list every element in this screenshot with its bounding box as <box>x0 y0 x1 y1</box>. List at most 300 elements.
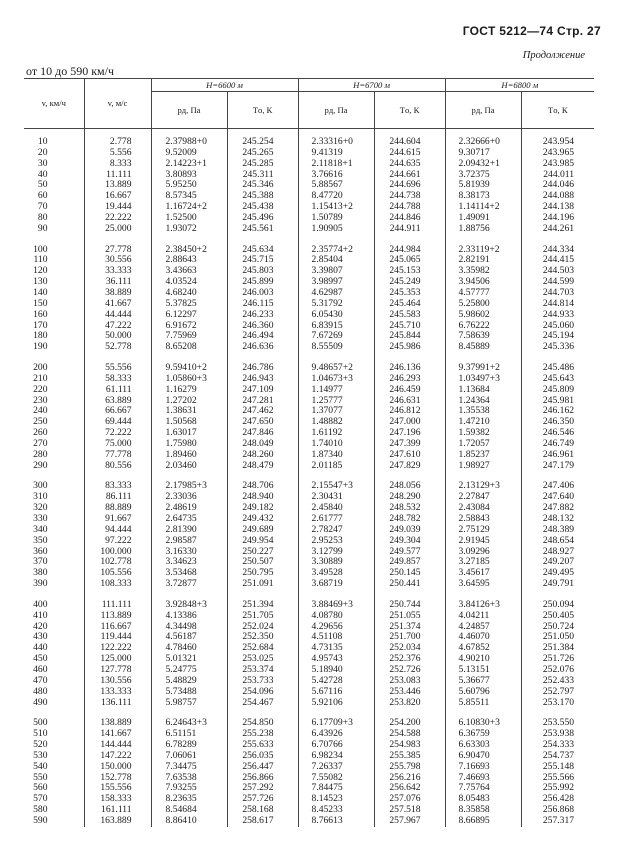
table-value: 450 <box>33 653 48 665</box>
table-value: 252.433 <box>542 674 575 686</box>
table-value: 1.37077 <box>311 405 343 417</box>
table-value: 410 <box>33 609 48 621</box>
table-value: 1.16724+2 <box>165 201 207 213</box>
table-value: 158.333 <box>100 793 132 805</box>
table-value: 570 <box>33 793 48 805</box>
table-value: 3.64595 <box>458 578 490 590</box>
table-value: 8.14523 <box>311 793 343 805</box>
speed-kmh-cell <box>24 708 84 826</box>
pressure-2-cell <box>298 353 374 471</box>
table-value: 122.222 <box>100 642 132 654</box>
table-value: 249.039 <box>389 523 421 535</box>
table-value: 3.76616 <box>311 168 343 180</box>
table-value: 4.78460 <box>165 642 197 654</box>
table-value: 246.943 <box>242 372 274 384</box>
table-value: 247.846 <box>242 427 274 439</box>
table-value: 2.43084 <box>458 502 490 514</box>
table-value: 6.17709+3 <box>311 717 353 729</box>
table-value: 3.16330 <box>165 545 197 557</box>
table-value: 249.689 <box>242 523 274 535</box>
table-value: 7.84475 <box>311 782 343 794</box>
table-value: 9.48657+2 <box>311 362 353 374</box>
table-value: 36.111 <box>105 276 132 288</box>
table-value: 460 <box>33 663 48 675</box>
table-value: 3.80893 <box>165 168 197 180</box>
table-value: 249.495 <box>542 567 575 579</box>
table-value: 1.89460 <box>165 448 197 460</box>
table-value: 100.000 <box>100 545 132 557</box>
table-value: 200 <box>33 362 48 374</box>
table-value: 125.000 <box>100 653 132 665</box>
table-value: 4.95743 <box>311 653 343 665</box>
table-value: 5.73488 <box>165 685 197 697</box>
col-header-temperature: Tо, К <box>521 92 594 129</box>
table-value: 5.85511 <box>458 696 490 708</box>
table-value: 30.556 <box>105 254 132 266</box>
table-value: 7.75764 <box>458 782 490 794</box>
table-value: 230 <box>33 394 48 406</box>
table-value: 2.33316+0 <box>311 136 353 147</box>
table-value: 2.15547+3 <box>311 480 353 492</box>
col-header-altitude-2: H=6700 м <box>298 79 445 92</box>
table-value: 1.16279 <box>165 383 197 395</box>
table-value: 7.16693 <box>458 760 490 772</box>
table-value: 246.961 <box>542 448 575 460</box>
table-value: 256.642 <box>389 782 421 794</box>
table-value: 244.599 <box>542 276 575 288</box>
table-value: 247.179 <box>542 459 575 471</box>
pressure-1-cell <box>151 129 227 235</box>
pressure-2-cell <box>298 708 374 826</box>
table-value: 170 <box>33 319 48 331</box>
table-value: 248.782 <box>389 513 421 524</box>
table-value: 300 <box>33 480 48 492</box>
table-value: 252.076 <box>542 663 575 675</box>
table-value: 246.162 <box>542 405 575 417</box>
table-value: 1.90905 <box>311 222 343 234</box>
table-value: 2.30431 <box>311 491 343 503</box>
table-value: 63.889 <box>105 394 132 406</box>
table-value: 3.84126+3 <box>458 598 500 610</box>
pressure-3-cell <box>445 353 521 471</box>
table-value: 30 <box>37 157 48 169</box>
table-value: 4.04211 <box>458 609 490 621</box>
pressure-1-cell <box>151 353 227 471</box>
table-value: 246.350 <box>542 416 575 428</box>
temperature-2-cell <box>374 353 445 471</box>
table-value: 247.640 <box>542 491 575 503</box>
table-value: 490 <box>33 696 48 708</box>
table-value: 1.74010 <box>311 437 343 449</box>
table-value: 136.111 <box>101 696 132 708</box>
table-value: 44.444 <box>105 308 132 320</box>
speed-ms-cell <box>84 129 151 235</box>
table-value: 244.196 <box>542 211 575 223</box>
table-value: 91.667 <box>105 513 132 524</box>
table-value: 1.05860+3 <box>165 372 207 384</box>
table-value: 1.14114+2 <box>458 201 500 213</box>
table-value: 254.096 <box>242 685 274 697</box>
table-value: 245.643 <box>542 372 575 384</box>
table-value: 250.145 <box>389 567 421 579</box>
table-value: 152.778 <box>100 771 132 783</box>
table-value: 8.333 <box>109 157 132 169</box>
table-value: 246.293 <box>389 372 421 384</box>
table-value: 248.479 <box>242 459 274 471</box>
temperature-3-cell <box>521 471 594 589</box>
table-value: 245.899 <box>242 276 274 288</box>
table-value: 5.42728 <box>311 674 343 686</box>
table-value: 246.636 <box>242 341 274 353</box>
table-value: 141.667 <box>100 728 132 740</box>
table-value: 2.32666+0 <box>458 136 500 147</box>
table-value: 7.67269 <box>311 330 343 342</box>
table-value: 6.78289 <box>165 739 197 751</box>
table-value: 1.38631 <box>165 405 197 417</box>
speed-ms-cell <box>84 708 151 826</box>
table-value: 2.17985+3 <box>165 480 207 492</box>
table-value: 6.83915 <box>311 319 343 331</box>
table-value: 83.333 <box>105 480 132 492</box>
table-value: 590 <box>33 814 48 826</box>
table-value: 2.91945 <box>458 534 490 546</box>
table-value: 245.583 <box>389 308 421 320</box>
table-value: 244.984 <box>389 243 421 255</box>
table-value: 8.54684 <box>165 804 197 816</box>
table-value: 110 <box>33 254 48 266</box>
table-value: 253.733 <box>242 674 274 686</box>
speed-kmh-cell <box>24 235 84 353</box>
table-value: 420 <box>33 620 48 632</box>
table-value: 255.992 <box>542 782 575 794</box>
table-value: 254.983 <box>389 739 421 751</box>
table-value: 360 <box>33 545 48 557</box>
table-value: 58.333 <box>105 372 132 384</box>
temperature-2-cell <box>374 129 445 235</box>
table-value: 1.52500 <box>165 211 197 223</box>
temperature-2-cell <box>374 235 445 353</box>
table-value: 2.09432+1 <box>458 157 500 169</box>
table-value: 1.48882 <box>311 416 343 428</box>
table-value: 2.61777 <box>311 513 343 524</box>
table-value: 8.55509 <box>311 341 343 353</box>
table-value: 150 <box>33 297 48 309</box>
table-value: 1.47210 <box>458 416 490 428</box>
table-value: 1.15413+2 <box>311 201 353 213</box>
table-value: 2.98587 <box>165 534 197 546</box>
table-value: 245.346 <box>242 179 274 191</box>
table-value: 243.985 <box>542 157 575 169</box>
table-value: 540 <box>33 760 48 772</box>
table-value: 4.68240 <box>165 286 197 298</box>
table-value: 256.447 <box>242 760 274 772</box>
table-value: 254.200 <box>389 717 421 729</box>
table-value: 256.035 <box>242 749 274 761</box>
table-value: 5.98602 <box>458 308 490 320</box>
table-value: 246.136 <box>389 362 421 374</box>
table-value: 310 <box>33 491 48 503</box>
table-value: 2.81390 <box>165 523 197 535</box>
table-value: 6.98234 <box>311 749 343 761</box>
table-value: 257.292 <box>242 782 274 794</box>
table-value: 244.814 <box>542 297 575 309</box>
table-value: 100 <box>33 243 48 255</box>
table-value: 249.791 <box>542 578 575 590</box>
table-value: 1.24364 <box>458 394 490 406</box>
table-value: 251.374 <box>389 620 421 632</box>
table-value: 248.056 <box>389 480 421 492</box>
table-value: 90 <box>37 222 48 234</box>
table-value: 5.92106 <box>311 696 343 708</box>
table-value: 245.986 <box>389 341 421 353</box>
table-value: 5.18940 <box>311 663 343 675</box>
table-value: 248.132 <box>542 513 575 524</box>
table-value: 2.95253 <box>311 534 343 546</box>
table-value: 5.81939 <box>458 179 490 191</box>
temperature-2-cell <box>374 590 445 708</box>
table-value: 4.67852 <box>458 642 490 654</box>
table-value: 6.05430 <box>311 308 343 320</box>
range-label: от 10 до 590 км/ч <box>26 64 114 78</box>
table-value: 4.29656 <box>311 620 343 632</box>
table-value: 4.56187 <box>165 631 197 643</box>
table-value: 254.467 <box>242 696 274 708</box>
table-value: 2.64735 <box>165 513 197 524</box>
table-value: 246.360 <box>242 319 274 331</box>
temperature-1-cell <box>227 471 298 589</box>
table-value: 248.654 <box>542 534 575 546</box>
table-value: 244.604 <box>389 136 421 147</box>
table-value: 253.374 <box>242 663 274 675</box>
table-value: 8.57345 <box>165 190 197 202</box>
table-value: 4.57777 <box>458 286 490 298</box>
table-value: 245.486 <box>542 362 575 374</box>
table-value: 256.866 <box>242 771 274 783</box>
table-value: 2.11818+1 <box>311 157 353 169</box>
table-value: 252.034 <box>389 642 421 654</box>
temperature-3-cell <box>521 129 594 235</box>
table-value: 7.06061 <box>165 749 197 761</box>
table-value: 7.58639 <box>458 330 490 342</box>
table-value: 160 <box>33 308 48 320</box>
table-value: 246.003 <box>242 286 274 298</box>
table-value: 69.444 <box>105 416 132 428</box>
table-value: 97.222 <box>105 534 132 546</box>
table-value: 2.58843 <box>458 513 490 524</box>
table-value: 251.700 <box>389 631 421 643</box>
table-value: 4.08780 <box>311 609 343 621</box>
table-value: 102.778 <box>100 556 132 568</box>
table-value: 257.518 <box>389 804 421 816</box>
table-value: 350 <box>33 534 48 546</box>
table-value: 244.088 <box>542 190 575 202</box>
table-value: 3.27185 <box>458 556 490 568</box>
table-value: 560 <box>33 782 48 794</box>
table-value: 244.661 <box>389 168 421 180</box>
table-value: 252.797 <box>542 685 575 697</box>
temperature-3-cell <box>521 590 594 708</box>
table-value: 245.254 <box>242 136 274 147</box>
table-value: 1.04673+3 <box>311 372 353 384</box>
table-row-group <box>24 129 594 235</box>
table-value: 3.94506 <box>458 276 490 288</box>
table-value: 1.61192 <box>311 427 343 439</box>
table-value: 244.846 <box>389 211 421 223</box>
table-value: 8.38173 <box>458 190 490 202</box>
col-header-pressure: pд, Па <box>151 92 227 129</box>
table-value: 246.115 <box>242 297 274 309</box>
table-value: 253.550 <box>542 717 575 729</box>
table-value: 88.889 <box>105 502 132 514</box>
table-row-group <box>24 353 594 471</box>
table-value: 255.633 <box>242 739 274 751</box>
table-value: 240 <box>33 405 48 417</box>
table-value: 60 <box>37 190 48 202</box>
table-value: 38.889 <box>105 286 132 298</box>
table-value: 510 <box>33 728 48 740</box>
table-value: 8.45233 <box>311 804 343 816</box>
table-value: 246.786 <box>242 362 274 374</box>
table-value: 256.868 <box>542 804 575 816</box>
table-value: 75.000 <box>105 437 132 449</box>
table-value: 252.024 <box>242 620 274 632</box>
table-value: 4.51108 <box>311 631 343 643</box>
table-value: 1.03497+3 <box>458 372 500 384</box>
table-value: 33.333 <box>105 265 132 277</box>
table-value: 245.311 <box>242 168 274 180</box>
table-value: 27.778 <box>105 243 132 255</box>
table-value: 111.111 <box>101 598 132 610</box>
table-value: 247.610 <box>389 448 421 460</box>
table-value: 7.46693 <box>458 771 490 783</box>
table-value: 245.285 <box>242 157 274 169</box>
table-value: 2.03460 <box>165 459 197 471</box>
table-value: 1.50568 <box>165 416 197 428</box>
table-value: 40 <box>37 168 48 180</box>
table-value: 2.33036 <box>165 491 197 503</box>
table-value: 4.62987 <box>311 286 343 298</box>
table-value: 3.88469+3 <box>311 598 353 610</box>
table-value: 116.667 <box>100 620 132 632</box>
table-value: 400 <box>33 598 48 610</box>
speed-ms-cell <box>84 235 151 353</box>
table-value: 6.70766 <box>311 739 343 751</box>
table-value: 9.30717 <box>458 146 490 158</box>
table-value: 4.73135 <box>311 642 343 654</box>
table-value: 94.444 <box>105 523 132 535</box>
table-value: 2.45840 <box>311 502 343 514</box>
table-value: 255.238 <box>242 728 274 740</box>
table-value: 1.75980 <box>165 437 197 449</box>
table-value: 2.778 <box>109 136 132 147</box>
table-value: 260 <box>33 427 48 439</box>
table-value: 8.47720 <box>311 190 343 202</box>
table-value: 80 <box>37 211 48 223</box>
table-value: 245.561 <box>242 222 274 234</box>
atmosphere-table <box>24 78 594 827</box>
table-value: 2.78247 <box>311 523 343 535</box>
table-value: 3.39807 <box>311 265 343 277</box>
pressure-1-cell <box>151 235 227 353</box>
pressure-1-cell <box>151 708 227 826</box>
table-value: 52.778 <box>105 341 132 353</box>
table-value: 3.98997 <box>311 276 343 288</box>
table-value: 80.556 <box>105 459 132 471</box>
temperature-1-cell <box>227 353 298 471</box>
table-value: 253.446 <box>389 685 421 697</box>
table-value: 3.68719 <box>311 578 343 590</box>
table-value: 3.92848+3 <box>165 598 207 610</box>
temperature-2-cell <box>374 471 445 589</box>
table-value: 5.48829 <box>165 674 197 686</box>
table-value: 4.13386 <box>165 609 197 621</box>
table-value: 253.820 <box>389 696 421 708</box>
table-value: 140 <box>33 286 48 298</box>
table-value: 251.726 <box>542 653 575 665</box>
table-value: 244.933 <box>542 308 575 320</box>
table-value: 258.168 <box>242 804 274 816</box>
table-value: 3.34623 <box>165 556 197 568</box>
table-value: 520 <box>33 739 48 751</box>
table-value: 13.889 <box>105 179 132 191</box>
table-value: 256.216 <box>389 771 421 783</box>
table-value: 246.233 <box>242 308 274 320</box>
temperature-3-cell <box>521 235 594 353</box>
table-value: 257.076 <box>389 793 421 805</box>
speed-kmh-cell <box>24 590 84 708</box>
table-value: 190 <box>33 341 48 353</box>
table-value: 251.384 <box>542 642 575 654</box>
table-value: 247.406 <box>542 480 575 492</box>
col-header-speed-kmh: v, км/ч <box>24 79 84 129</box>
table-value: 6.63303 <box>458 739 490 751</box>
table-value: 41.667 <box>105 297 132 309</box>
table-value: 480 <box>33 685 48 697</box>
table-value: 5.36677 <box>458 674 490 686</box>
table-value: 9.52009 <box>165 146 197 158</box>
table-value: 245.981 <box>542 394 575 406</box>
table-value: 246.546 <box>542 427 575 439</box>
table-value: 251.394 <box>242 598 274 610</box>
table-value: 7.55082 <box>311 771 343 783</box>
table-value: 245.265 <box>242 146 274 158</box>
table-value: 244.696 <box>389 179 421 191</box>
table-value: 257.726 <box>242 793 274 805</box>
table-value: 2.38450+2 <box>165 243 207 255</box>
table-value: 70 <box>37 201 48 213</box>
table-value: 248.532 <box>389 502 421 514</box>
table-value: 150.000 <box>100 760 132 772</box>
table-value: 256.428 <box>542 793 575 805</box>
table-value: 245.388 <box>242 190 274 202</box>
table-value: 5.67116 <box>311 685 343 697</box>
table-value: 500 <box>33 717 48 729</box>
table-value: 8.76613 <box>311 814 343 826</box>
table-value: 245.438 <box>242 201 274 213</box>
table-value: 8.35858 <box>458 804 490 816</box>
table-value: 252.376 <box>389 653 421 665</box>
table-value: 3.53468 <box>165 567 197 579</box>
table-value: 252.684 <box>242 642 274 654</box>
table-value: 180 <box>33 330 48 342</box>
table-value: 247.829 <box>389 459 421 471</box>
table-value: 3.72877 <box>165 578 197 590</box>
table-value: 248.290 <box>389 491 421 503</box>
table-value: 5.01321 <box>165 653 197 665</box>
table-value: 144.444 <box>100 739 132 751</box>
table-value: 1.72057 <box>458 437 490 449</box>
table-value: 244.703 <box>542 286 575 298</box>
